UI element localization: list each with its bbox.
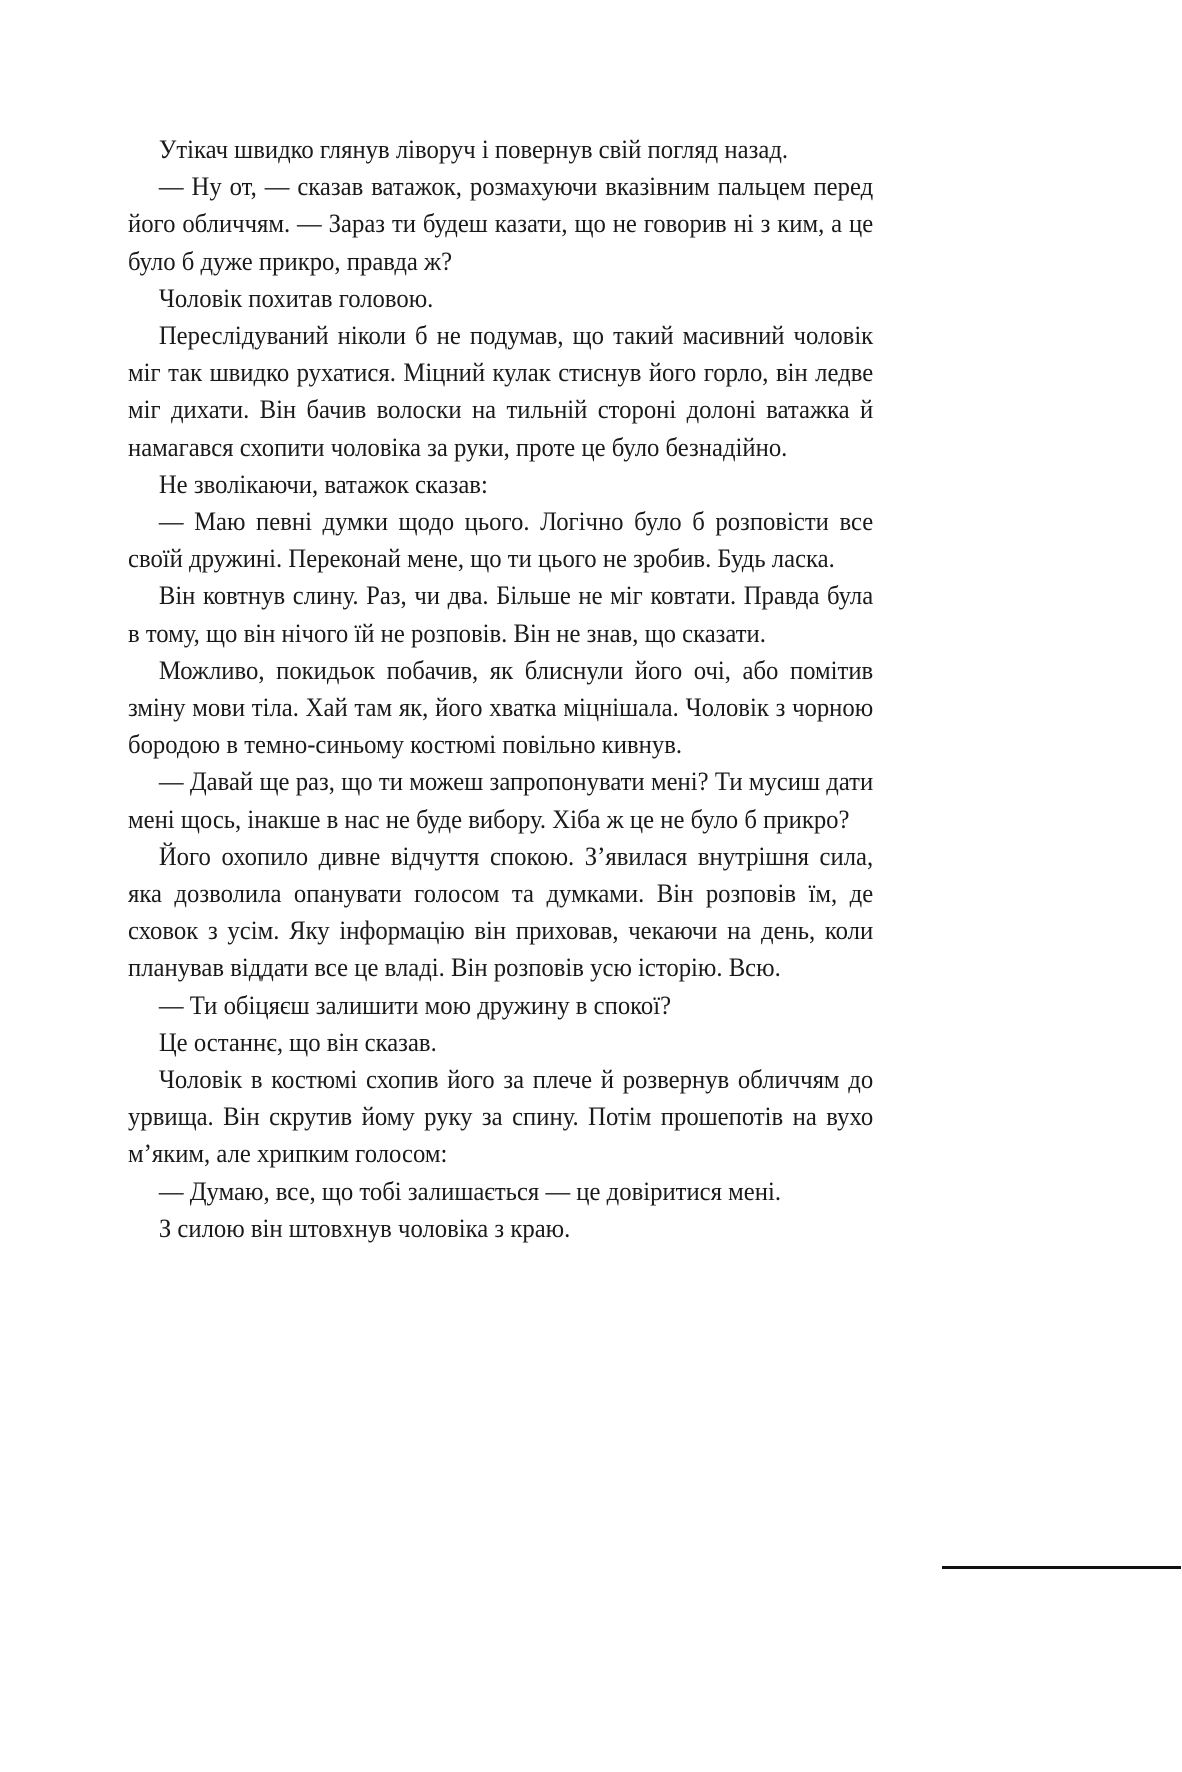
footer-rule bbox=[942, 1566, 1181, 1569]
paragraph: — Думаю, все, що тобі залишається — це довіритися мені. bbox=[158, 1175, 782, 1206]
paragraph: Можливо, покидьок побачив, як блиснули його очі, або помітив зміну мови тіла. Хай там як, його хватка міцнішала. Чоловік з чорною бородою в темно-синьому костюмі повільно кивнув. bbox=[128, 654, 874, 760]
paragraph: Його охопило дивне відчуття спокою. З’явилася внутрішня сила, яка дозволила опанувати голосом та думками. Він розповів їм, де сховок з усім. Яку інформацію він приховав, чекаючи на день, коли планував віддати все це владі. Він розповів усю історію. Всю. bbox=[128, 840, 874, 983]
page-text-block bbox=[128, 131, 874, 1247]
paragraph: — Давай ще раз, що ти можеш запропонувати мені? Ти мусиш дати мені щось, інакше в нас не буде вибору. Хіба ж це не було б прикро? bbox=[128, 766, 874, 834]
paragraph: — Ти обіцяєш залишити мою дружину в спокої? bbox=[158, 989, 672, 1020]
paragraph: — Маю певні думки щодо цього. Логічно було б розповісти все своїй дружині. Переконай мене, що ти цього не зробив. Будь ласка. bbox=[128, 506, 874, 574]
paragraph: Чоловік в костюмі схопив його за плече й розвернув обличчям до урвища. Він скрутив йому руку за спину. Потім прошепотів на вухо м’яким, але хрипким голосом: bbox=[128, 1064, 874, 1169]
paragraph: Чоловік похитав головою. bbox=[158, 282, 434, 313]
paragraph: З силою він штовхнув чоловіка з краю. bbox=[158, 1212, 571, 1243]
paragraph: Це останнє, що він сказав. bbox=[158, 1026, 437, 1057]
paragraph: Він ковтнув слину. Раз, чи два. Більше не міг ковтати. Правда була в тому, що він нічого їй не розповів. Він не знав, що сказати. bbox=[128, 580, 874, 648]
paragraph: Переслідуваний ніколи б не подумав, що такий масивний чоловік міг так швидко рухатися. Міцний кулак стиснув його горло, він ледве міг дихати. Він бачив волоски на тильній стороні долоні ватажка й намагався схопити чоловіка за руки, проте це було безнадійно. bbox=[128, 320, 874, 462]
paragraph: Утікач швидко глянув ліворуч і повернув свій погляд назад. bbox=[158, 134, 789, 164]
paragraph: — Ну от, — сказав ватажок, розмахуючи вказівним пальцем перед його обличчям. — Зараз ти будеш казати, що не говорив ні з ким, а це було б дуже прикро, правда ж? bbox=[128, 171, 874, 276]
paragraph: Не зволікаючи, ватажок сказав: bbox=[158, 468, 488, 499]
